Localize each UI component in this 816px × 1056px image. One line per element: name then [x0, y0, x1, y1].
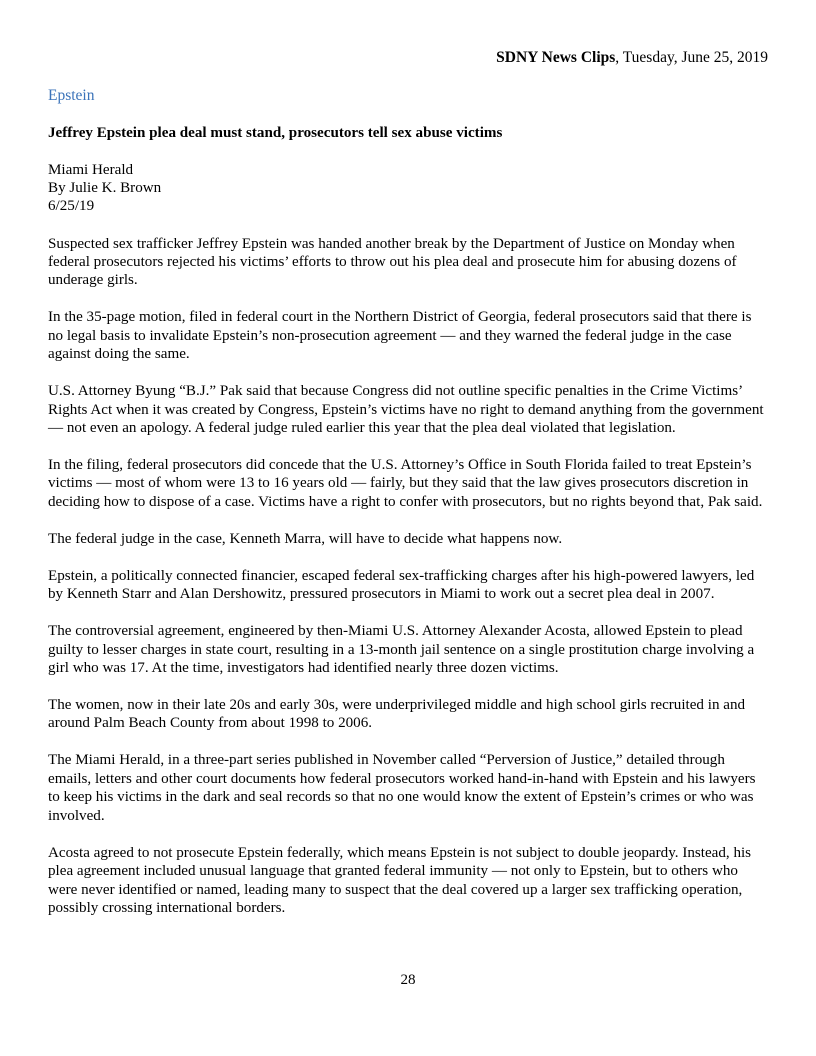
article-paragraph: The Miami Herald, in a three-part series published in November called “Perversion of Justice,” detailed through emails, letters and other court documents how federal prosecutors worked hand-in-hand with Epstein and his lawyers to keep his victims in the dark and seal records so that no one would know the extent of Epstein’s crimes or who was involved. — [48, 752, 756, 824]
article-headline: Jeffrey Epstein plea deal must stand, prosecutors tell sex abuse victims — [48, 125, 503, 141]
article-paragraph: The women, now in their late 20s and early 30s, were underprivileged middle and high school girls recruited in and around Palm Beach County from about 1998 to 2006. — [48, 697, 746, 732]
article-source: Miami Herald — [48, 162, 134, 178]
page-number: 28 — [400, 972, 416, 988]
running-header — [496, 49, 768, 67]
article-content — [48, 87, 770, 936]
header-publication: SDNY News Clips — [496, 49, 616, 66]
article-body — [48, 235, 770, 918]
article-paragraph: U.S. Attorney Byung “B.J.” Pak said that because Congress did not outline specific penalties in the Crime Victims’ Rights Act when it was created by Congress, Epstein’s victims have no right to demand anything from the government — not even an apology. A federal judge ruled earlier this year that the plea deal violated that legislation. — [48, 383, 764, 437]
section-title: Epstein — [48, 87, 95, 104]
article-date: 6/25/19 — [48, 198, 95, 215]
article-paragraph: Acosta agreed to not prosecute Epstein federally, which means Epstein is not subject to double jeopardy. Instead, his plea agreement included unusual language that granted federal immunity — not only to Epstein, but to others who were never identified or named, leading many to suspect that the deal covered up a larger sex trafficking operation, possibly crossing international borders. — [48, 844, 752, 916]
article-paragraph: In the filing, federal prosecutors did concede that the U.S. Attorney’s Office in South Florida failed to treat Epstein’s victims — most of whom were 13 to 16 years old — fairly, but they said that the law gives prosecutors discretion in deciding how to dispose of a case. Victims have a right to confer with prosecutors, but no rights beyond that, Pak said. — [48, 457, 763, 510]
article-meta — [48, 161, 770, 216]
article-paragraph: Suspected sex trafficker Jeffrey Epstein was handed another break by the Department of Justice on Monday when federal prosecutors rejected his victims’ efforts to throw out his plea deal and prosecute him for abusing dozens of underage girls. — [48, 235, 737, 289]
article-paragraph: The federal judge in the case, Kenneth Marra, will have to decide what happens now. — [48, 530, 563, 547]
article-byline: By Julie K. Brown — [48, 180, 162, 197]
article-paragraph: In the 35-page motion, filed in federal court in the Northern District of Georgia, federal prosecutors said that there is no legal basis to invalidate Epstein’s non-prosecution agreement — and they warned the federal judge in the case against doing the same. — [48, 309, 752, 363]
article-paragraph: The controversial agreement, engineered by then-Miami U.S. Attorney Alexander Acosta, allowed Epstein to plead guilty to lesser charges in state court, resulting in a 13-month jail sentence on a single prostitution charge involving a girl who was 17. At the time, investigators had identified nearly three dozen victims. — [48, 623, 755, 677]
header-date: , Tuesday, June 25, 2019 — [615, 49, 768, 66]
article-paragraph: Epstein, a politically connected financier, escaped federal sex-trafficking charges after his high-powered lawyers, led by Kenneth Starr and Alan Dershowitz, pressured prosecutors in Miami to work out a secret plea deal in 2007. — [48, 567, 755, 603]
